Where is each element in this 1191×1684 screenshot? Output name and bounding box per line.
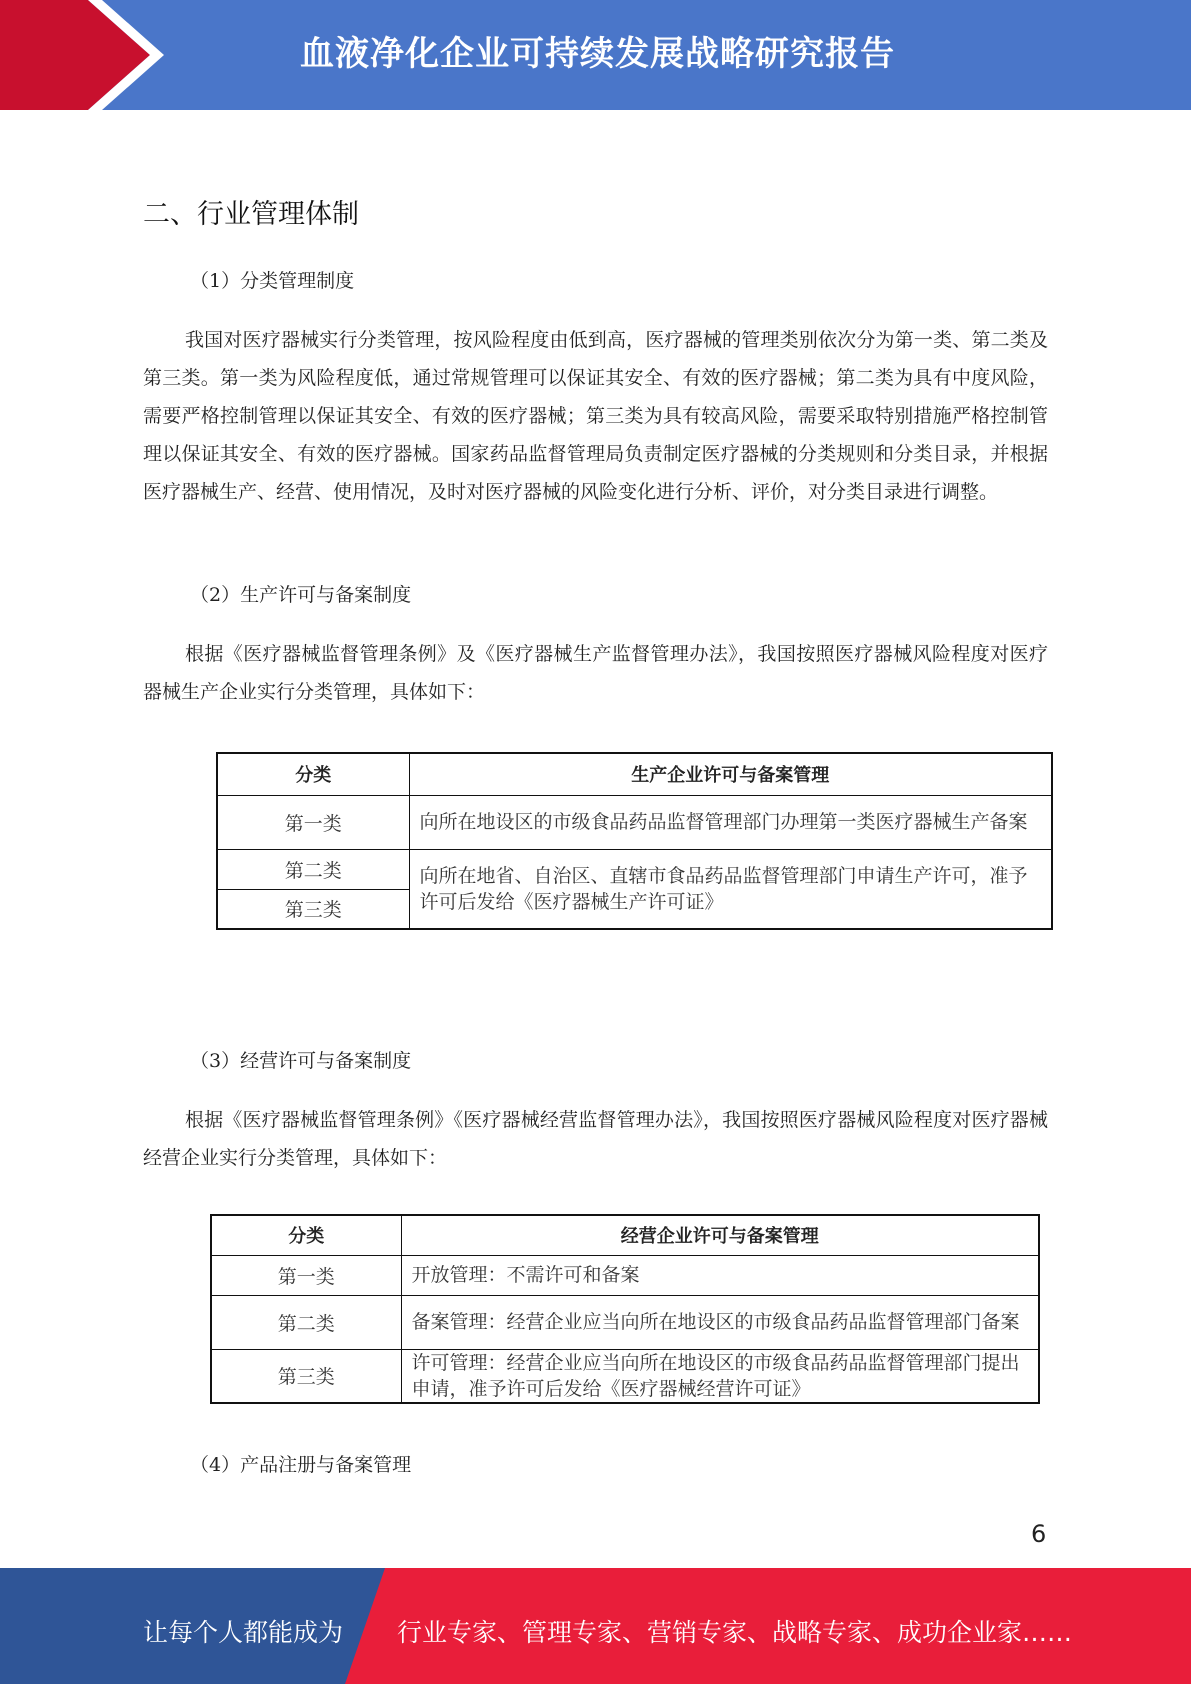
report-title: 血液净化企业可持续发展战略研究报告 <box>300 34 895 74</box>
table-row <box>217 795 1052 849</box>
table-cell-description: 备案管理：经营企业应当向所在地设区的市级食品药品监督管理部门备案 <box>401 1295 1039 1349</box>
table-cell-category: 第二类 <box>211 1295 401 1349</box>
table-cell-category: 第二类 <box>217 849 409 889</box>
table-header-cell: 分类 <box>211 1215 401 1255</box>
table-header-cell: 分类 <box>217 753 409 795</box>
footer-slogan-left: 让每个人都能成为 <box>143 1618 344 1647</box>
table-cell-category: 第三类 <box>217 889 409 929</box>
page-number: 6 <box>1031 1520 1047 1548</box>
table-row <box>211 1255 1039 1295</box>
section-heading: 二、行业管理体制 <box>143 199 359 230</box>
paragraph-classification: 我国对医疗器械实行分类管理，按风险程度由低到高，医疗器械的管理类别依次分为第一类、第二类及第三类。第一类为风险程度低，通过常规管理可以保证其安全、有效的医疗器械；第二类为具有中度风险，需要严格控制管理以保证其安全、有效的医疗器械；第三类为具有较高风险，需要采取特别措施严格控制管理以保证其安全、有效的医疗器械。国家药品监督管理局负责制定医疗器械的分类规则和分类目录，并根据医疗器械生产、经营、使用情况，及时对医疗器械的风险变化进行分析、评价，对分类目录进行调整。 <box>143 329 1048 503</box>
table-row <box>217 849 1052 889</box>
subheading-production-license: （2）生产许可与备案制度 <box>190 584 412 606</box>
table-row <box>211 1349 1039 1403</box>
table-header-row <box>211 1215 1039 1255</box>
header-banner <box>0 0 1191 110</box>
subheading-classification: （1）分类管理制度 <box>190 270 355 292</box>
table-cell-description: 许可管理：经营企业应当向所在地设区的市级食品药品监督管理部门提出申请，准予许可后发给《医疗器械经营许可证》 <box>401 1349 1039 1403</box>
table-cell-category: 第一类 <box>217 795 409 849</box>
table-header-cell: 经营企业许可与备案管理 <box>401 1215 1039 1255</box>
subheading-product-registration: （4）产品注册与备案管理 <box>190 1454 412 1476</box>
table-cell-description: 向所在地省、自治区、直辖市食品药品监督管理部门申请生产许可，准予许可后发给《医疗器械生产许可证》 <box>409 849 1052 929</box>
subheading-business-license: （3）经营许可与备案制度 <box>190 1050 412 1072</box>
paragraph-production-license: 根据《医疗器械监督管理条例》及《医疗器械生产监督管理办法》，我国按照医疗器械风险程度对医疗器械生产企业实行分类管理，具体如下： <box>143 643 1048 703</box>
table-header-cell: 生产企业许可与备案管理 <box>409 753 1052 795</box>
footer-slogan-right: 行业专家、管理专家、营销专家、战略专家、成功企业家…… <box>397 1618 1073 1647</box>
table-cell-category: 第一类 <box>211 1255 401 1295</box>
table-cell-category: 第三类 <box>211 1349 401 1403</box>
table-cell-description: 向所在地设区的市级食品药品监督管理部门办理第一类医疗器械生产备案 <box>409 795 1052 849</box>
business-license-table <box>210 1214 1040 1404</box>
production-license-table <box>216 752 1053 930</box>
table-cell-description: 开放管理：不需许可和备案 <box>401 1255 1039 1295</box>
table-header-row <box>217 753 1052 795</box>
paragraph-business-license: 根据《医疗器械监督管理条例》《医疗器械经营监督管理办法》，我国按照医疗器械风险程度对医疗器械经营企业实行分类管理，具体如下： <box>143 1109 1048 1169</box>
table-row <box>211 1295 1039 1349</box>
